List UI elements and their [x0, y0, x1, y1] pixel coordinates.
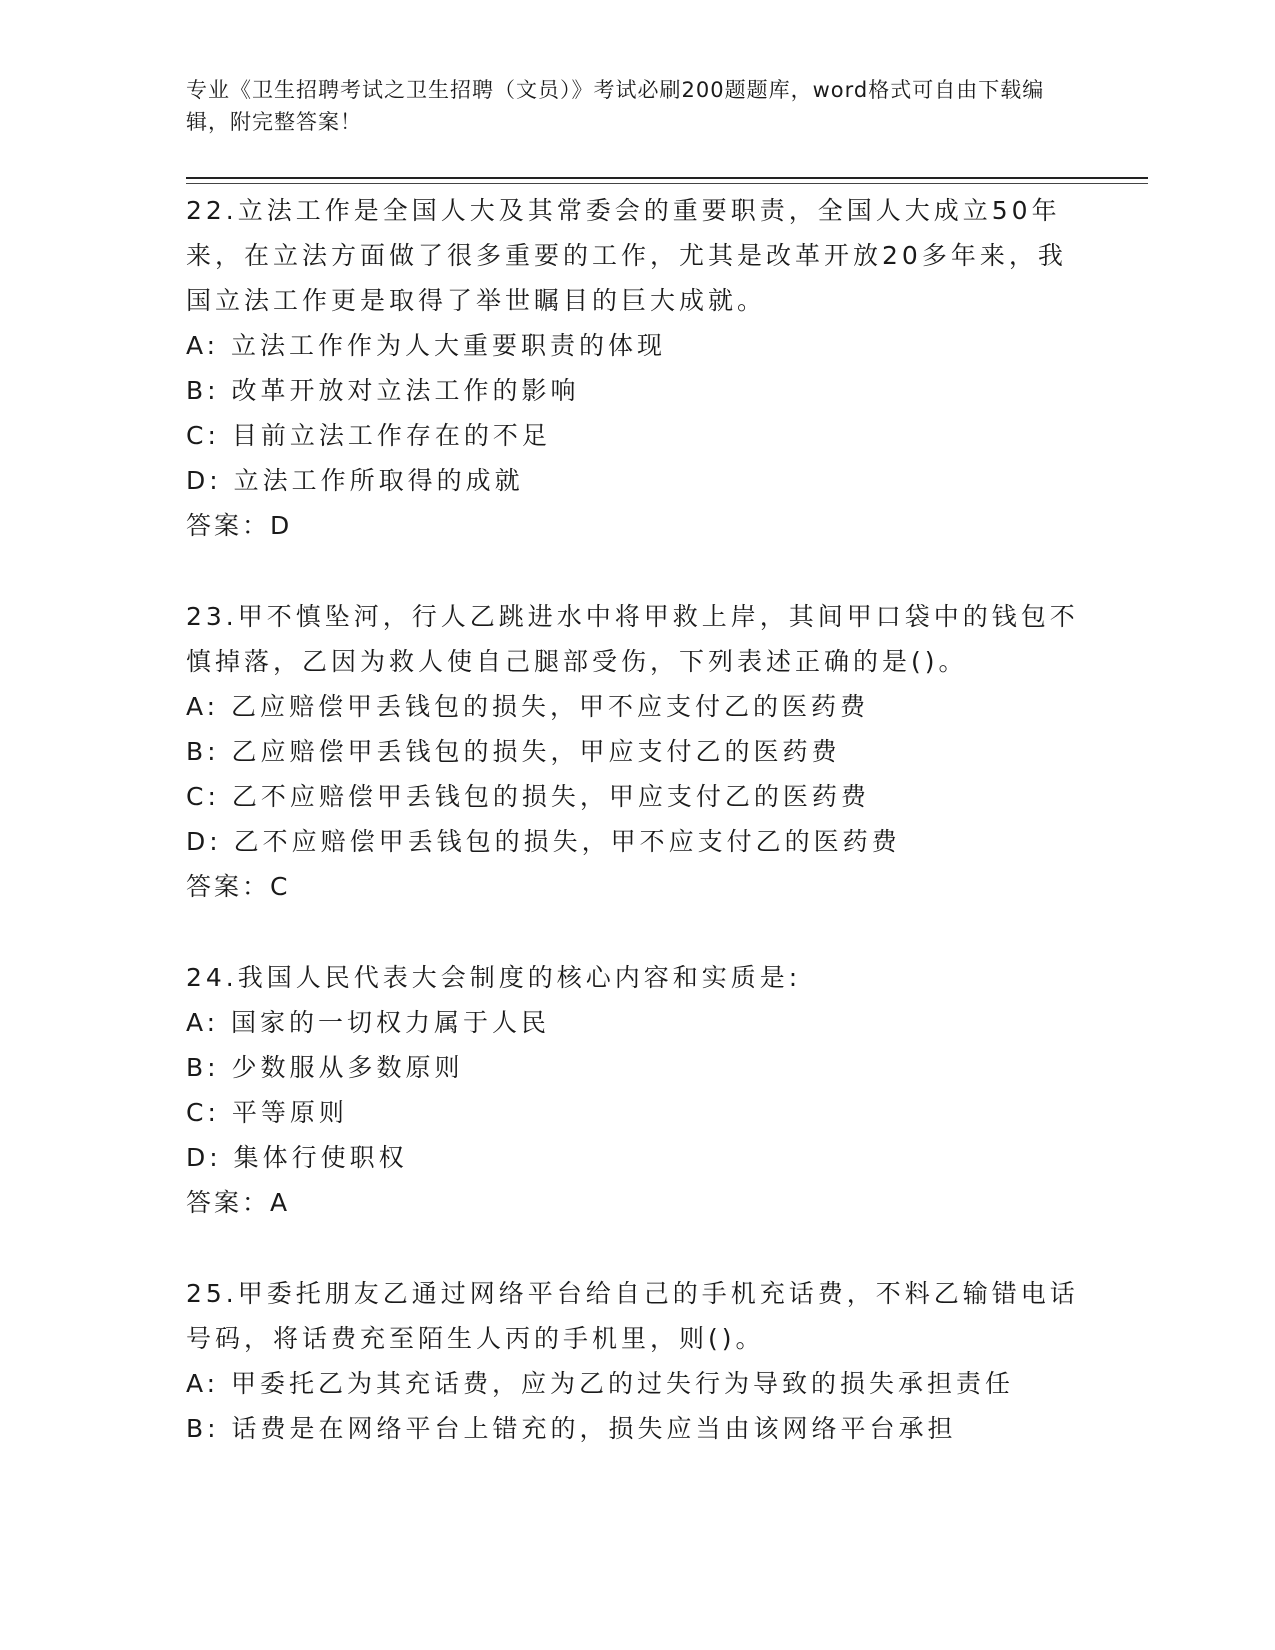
option-d: D: 集体行使职权	[186, 1143, 408, 1172]
question-text: 24.我国人民代表大会制度的核心内容和实质是:	[186, 963, 802, 992]
option-a: A: 甲委托乙为其充话费，应为乙的过失行为导致的损失承担责任	[186, 1369, 1015, 1398]
question-text: 25.甲委托朋友乙通过网络平台给自己的手机充话费，不料乙输错电话号码，将话费充至陌生人丙的手机里，则()。	[186, 1279, 1079, 1353]
document-header	[186, 74, 1066, 138]
option-c: C: 平等原则	[186, 1098, 348, 1127]
header-text: 专业《卫生招聘考试之卫生招聘（文员）》考试必刷200题题库，word格式可自由下载编辑，附完整答案！	[186, 78, 1045, 134]
question-23	[186, 594, 1086, 909]
question-22	[186, 188, 1086, 548]
option-b: B: 改革开放对立法工作的影响	[186, 376, 580, 405]
answer-line: 答案：D	[186, 511, 293, 540]
option-b: B: 话费是在网络平台上错充的，损失应当由该网络平台承担	[186, 1414, 957, 1443]
header-divider-thick	[186, 177, 1148, 179]
header-divider-thin	[186, 183, 1148, 184]
answer-line: 答案：A	[186, 1188, 291, 1217]
answer-line: 答案：C	[186, 872, 291, 901]
option-c: C: 乙不应赔偿甲丢钱包的损失，甲应支付乙的医药费	[186, 782, 870, 811]
question-text: 22.立法工作是全国人大及其常委会的重要职责，全国人大成立50年来，在立法方面做了很多重要的工作，尤其是改革开放20多年来，我国立法工作更是取得了举世瞩目的巨大成就。	[186, 196, 1067, 315]
question-list	[186, 188, 1086, 1497]
question-text: 23.甲不慎坠河，行人乙跳进水中将甲救上岸，其间甲口袋中的钱包不慎掉落，乙因为救人使自己腿部受伤，下列表述正确的是()。	[186, 602, 1079, 676]
option-b: B: 少数服从多数原则	[186, 1053, 464, 1082]
option-a: A: 立法工作作为人大重要职责的体现	[186, 331, 667, 360]
option-a: A: 国家的一切权力属于人民	[186, 1008, 551, 1037]
option-a: A: 乙应赔偿甲丢钱包的损失，甲不应支付乙的医药费	[186, 692, 870, 721]
question-25	[186, 1271, 1086, 1451]
option-d: D: 立法工作所取得的成就	[186, 466, 524, 495]
option-d: D: 乙不应赔偿甲丢钱包的损失，甲不应支付乙的医药费	[186, 827, 901, 856]
option-c: C: 目前立法工作存在的不足	[186, 421, 551, 450]
question-24	[186, 955, 1086, 1225]
option-b: B: 乙应赔偿甲丢钱包的损失，甲应支付乙的医药费	[186, 737, 841, 766]
